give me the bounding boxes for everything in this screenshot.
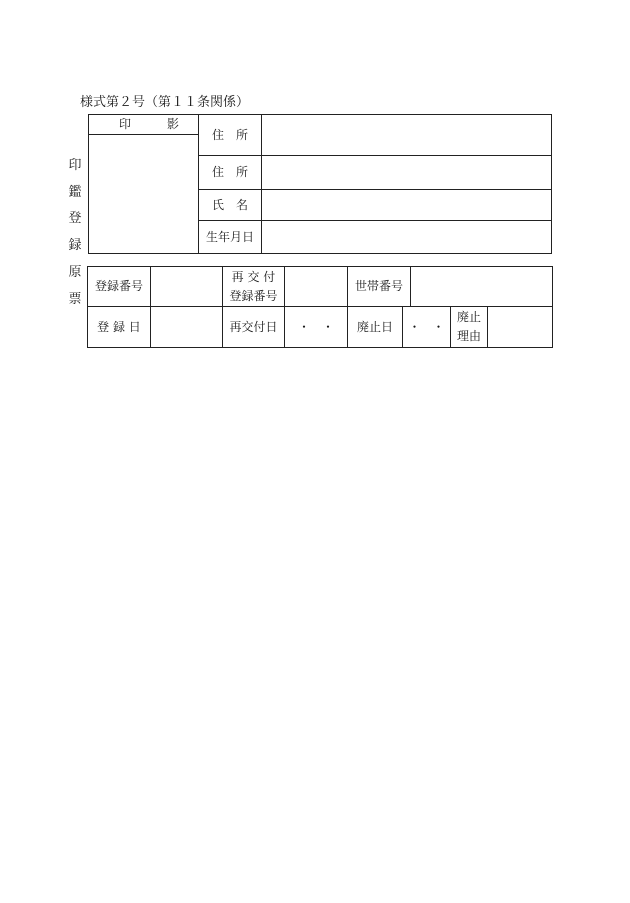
registration-date-field[interactable] [151,307,222,347]
side-label-char: 鑑 [68,184,82,200]
form-title: 様式第２号（第１１条関係） [80,95,250,110]
registration-date-label: 登 録 日 [97,319,141,334]
abolition-reason-label-line1: 廃止 [456,310,481,324]
reissue-number-label-line1: 再 交 付 [231,269,276,284]
registration-number-field[interactable] [151,267,222,306]
reissue-number-label-line2: 登録番号 [229,288,278,303]
reissue-number-label [223,267,284,306]
seal-header: 印 影 [118,117,191,131]
abolition-date-field[interactable]: ・ ・ [408,319,445,334]
name-label: 氏 名 [211,197,248,212]
abolition-reason-label [451,307,487,347]
address-label-2: 住 所 [211,165,248,179]
abolition-date-label: 廃止日 [356,319,393,334]
side-label-char: 原 [68,265,82,280]
reissue-number-field[interactable] [285,267,347,306]
side-label-top [66,153,84,259]
address-label: 住 所 [211,127,248,142]
abolition-reason-label-line2: 理由 [456,329,481,343]
name-field[interactable] [262,190,551,220]
side-label-bottom [66,260,84,313]
reissue-date-label: 再交付日 [229,319,278,334]
household-number-field[interactable] [411,267,552,306]
birthdate-label: 生年月日 [205,229,254,244]
address-field-2[interactable] [262,156,551,189]
side-label-char: 票 [68,291,82,307]
abolition-reason-field[interactable] [488,307,552,347]
registration-number-label: 登録番号 [94,279,143,293]
seal-impression-area[interactable] [89,135,198,253]
side-label-char: 録 [68,237,82,253]
side-label-char: 登 [68,211,82,226]
side-label-char: 印 [68,158,82,173]
reissue-date-field[interactable]: ・ ・ [297,319,334,334]
address-field[interactable] [262,115,551,155]
household-number-label: 世帯番号 [354,279,403,293]
birthdate-field[interactable] [262,221,551,253]
